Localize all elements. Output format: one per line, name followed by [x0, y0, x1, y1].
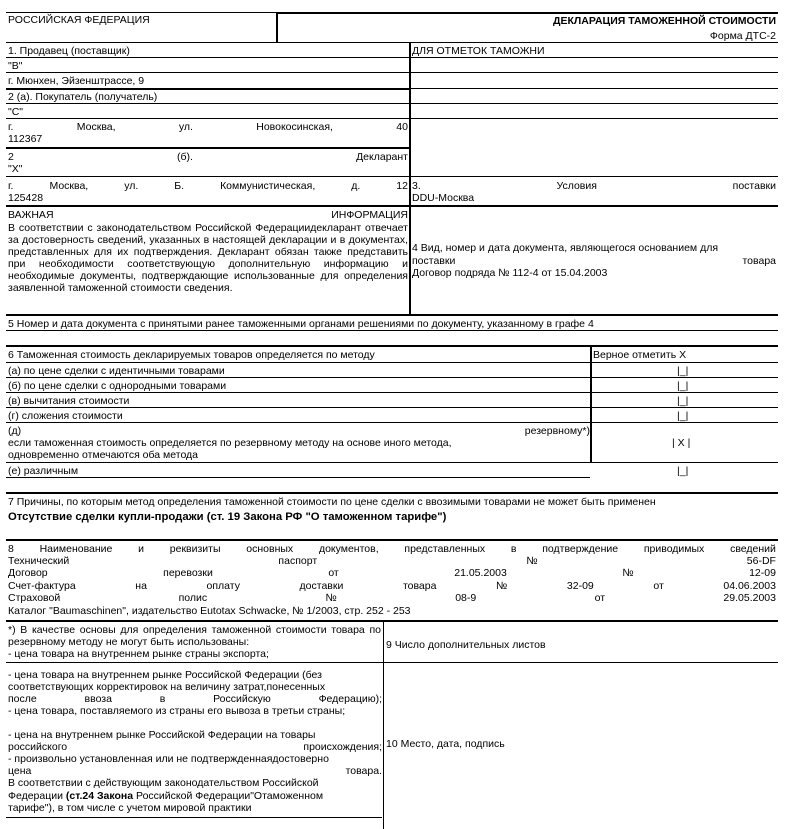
box6-label: 6 Таможенная стоимость декларируемых товаров определяется по методу — [8, 349, 375, 361]
header-top-line — [6, 12, 276, 13]
important-title: ВАЖНАЯ ИНФОРМАЦИЯ — [8, 209, 408, 221]
declarant-name: "Х" — [8, 163, 23, 175]
box2a-label: 2 (а). Покупатель (получатель) — [8, 91, 158, 103]
box2b-label: 2 (б). Декларант — [8, 151, 408, 163]
footnote-divider — [383, 620, 384, 829]
box2a-top-line — [6, 88, 410, 90]
country-label: РОССИЙСКАЯ ФЕДЕРАЦИЯ — [8, 14, 150, 26]
delivery-terms: DDU-Москва — [412, 192, 475, 204]
method-various-checkbox[interactable]: |_| — [677, 465, 689, 477]
box10-label: 10 Место, дата, подпись — [386, 738, 505, 750]
method-reserve-text2: одновременно отмечаются оба метода — [8, 449, 199, 461]
box4-label-line2: поставки товара — [412, 255, 776, 267]
box5-label: 5 Номер и дата документа с принятыми ранее таможенными органами решениями по документу, указанному в графе 4 — [8, 318, 594, 330]
seller-address: г. Мюнхен, Эйзенштрассе, 9 — [8, 75, 145, 87]
method-a-checkbox[interactable]: |_| — [677, 365, 689, 377]
method-b-checkbox[interactable]: |_| — [677, 380, 689, 392]
footnote-item6a: В соответствии с действующим законодательством Российской — [8, 777, 319, 789]
line — [6, 330, 778, 331]
line — [6, 817, 382, 818]
method-a: (а) по цене сделки с идентичными товарами — [8, 365, 225, 377]
box1-label: 1. Продавец (поставщик) — [8, 45, 130, 57]
box8-top-line — [6, 539, 778, 541]
buyer-address: г. Москва, ул. Новокосинская, 40 — [8, 121, 408, 133]
important-text: В соответствии с законодательством Российской Федерациидекларант отвечает за достоверность сведений, указанных в настоящей декларации и в документах, представленных для их подтверждения. Декларант обязан также представить при необходимости соответствующую дополнительную информацию и необходимые документы, подтверждающие использованные для определения заявленной таможенной стоимости сведения. — [8, 222, 408, 294]
line — [6, 103, 778, 104]
footnote-item2b: после ввоза в Российскую Федерацию); — [8, 693, 382, 705]
line — [6, 118, 778, 119]
method-b: (б) по цене сделки с однородными товарами — [8, 380, 227, 392]
footnote-intro: *) В качестве основы для определения таможенной стоимости товара по резервному методу не могут быть использованы: — [8, 624, 381, 648]
box9-label: 9 Число дополнительных листов — [386, 639, 546, 651]
box3-label: 3. Условия поставки — [412, 180, 776, 192]
doc-tech-passport: Технический паспорт № 56-DF — [8, 555, 776, 567]
box7-value: Отсутствие сделки купли-продажи (ст. 19 Закона РФ "О таможенном тарифе") — [8, 511, 447, 523]
method-reserve-text: если таможенная стоимость определяется по резервному методу на основе иного метода, — [8, 437, 452, 449]
method-d-sum-checkbox[interactable]: |_| — [677, 410, 689, 422]
doc-catalog: Каталог "Baumaschinen", издательство Eutotax Schwacke, № 1/2003, стр. 252 - 253 — [8, 605, 411, 617]
contract-reference: Договор подряда № 112-4 от 15.04.2003 — [412, 267, 608, 279]
method-c-checkbox[interactable]: |_| — [677, 395, 689, 407]
footnote-item1: - цена товара на внутреннем рынке страны экспорта; — [8, 648, 269, 660]
middle-divider — [409, 42, 411, 314]
line — [6, 176, 410, 177]
box5-top-line — [6, 314, 778, 316]
line — [6, 422, 778, 423]
box7-top-line — [6, 492, 778, 494]
header-top-line-right — [276, 12, 778, 14]
doc-transport-contract: Договор перевозки от 21.05.2003 № 12-09 — [8, 567, 776, 579]
method-d-sum: (г) сложения стоимости — [8, 410, 123, 422]
method-c: (в) вычитания стоимости — [8, 395, 130, 407]
footnote-item3: - цена товара, поставляемого из страны его вывоза в третьи страны; — [8, 705, 346, 717]
declarant-address: г. Москва, ул. Б. Коммунистическая, д. 12 — [8, 180, 408, 192]
form-title: ДЕКЛАРАЦИЯ ТАМОЖЕННОЙ СТОИМОСТИ — [553, 15, 776, 27]
line — [6, 72, 778, 73]
line — [6, 57, 778, 58]
box6-top-line — [6, 345, 778, 347]
customs-marks-label: ДЛЯ ОТМЕТОК ТАМОЖНИ — [412, 45, 545, 57]
box8-label: 8 Наименование и реквизиты основных документов, представленных в подтверждение приводимых сведений — [8, 543, 776, 555]
box1-top-line — [6, 42, 778, 43]
box3-top-line — [410, 176, 778, 177]
box7-label: 7 Причины, по которым метод определения таможенной стоимости по цене сделки с ввозимыми товарами не может быть применен — [8, 496, 656, 508]
line — [6, 462, 778, 463]
doc-invoice: Счет-фактура на оплату доставки товара № 32-09 от 04.06.2003 — [8, 580, 776, 592]
box4-label: 4 Вид, номер и дата документа, являющегося основанием для — [412, 242, 719, 254]
footnote-item5b: цена товара. — [8, 765, 382, 777]
method-various: (е) различным — [8, 465, 79, 477]
method-reserve-label: (д) резервному*) — [8, 425, 590, 437]
line — [6, 407, 778, 408]
doc-insurance: Страховой полис № 08-9 от 29.05.2003 — [8, 592, 776, 604]
footnote-item4: - цена на внутреннем рынке Российской Федерации на товары — [8, 729, 316, 741]
line — [410, 88, 778, 89]
line — [6, 362, 778, 363]
box2b-top-line — [6, 147, 410, 149]
footnote-item2: - цена товара на внутреннем рынке Российской Федерации (без соответствующих корректировок на величину затрат,понесенных — [8, 669, 326, 693]
header-divider — [276, 12, 278, 42]
method-reserve-checkbox[interactable]: | X | — [672, 437, 691, 449]
line — [6, 477, 590, 478]
important-top-line — [6, 205, 778, 207]
line — [6, 662, 778, 663]
footnote-item4b: российского происхождения; — [8, 741, 382, 753]
form-number: Форма ДТС-2 — [709, 30, 776, 42]
footnote-top-line — [6, 620, 778, 622]
footnote-item5: - произвольно установленная или не подтвержденнаядостоверно — [8, 753, 329, 765]
footnote-item6c: тарифе"), в том числе с учетом мировой практики — [8, 802, 252, 814]
buyer-postcode: 112367 — [8, 133, 43, 145]
seller-name: "В" — [8, 60, 23, 72]
mark-header: Верное отметить Х — [593, 349, 687, 361]
buyer-name: "С" — [8, 106, 24, 118]
footnote-item6b: Федерации (ст.24 Закона Российской Федерации"Отаможенном — [8, 790, 324, 802]
line — [6, 392, 778, 393]
declarant-postcode: 125428 — [8, 192, 44, 204]
line — [6, 377, 778, 378]
